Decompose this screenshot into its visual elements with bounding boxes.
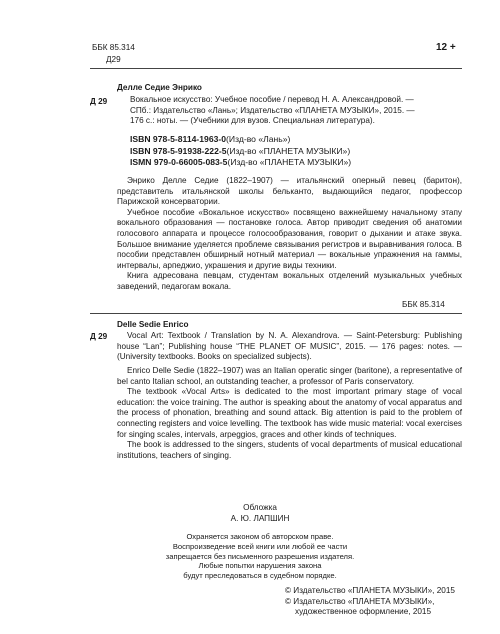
en-card-annotation (117, 366, 462, 461)
age-rating: 12 + (436, 42, 456, 53)
en-card-code: Д 29 (90, 332, 108, 341)
copyright-notice (150, 532, 370, 581)
isbn-list (130, 134, 460, 169)
isbn-publisher: (Изд-во «ПЛАНЕТА МУЗЫКИ») (226, 145, 351, 156)
cover-artist: А. Ю. ЛАПШИН (230, 514, 290, 523)
notice-line: запрещается без письменного разрешения издателя. (165, 551, 355, 561)
card-separator-rule (90, 313, 462, 314)
en-para-description: The textbook «Vocal Arts» is dedicated to the most important primary stage of vocal education: the voice training. The author is speaking about the anatomy of vocal apparatus and the process of phonation, breathing and sound attack. Big attention is paid to the problem of connecting registers and voice levelling. The textbook has wide music material: vocal exercises for singing scales, intervals, arpeggios, graces and other kinds of techniques. (117, 387, 462, 439)
bbk-header: ББК 85.314 (92, 43, 135, 52)
ru-para-description: Учебное пособие «Вокальное искусство» посвящено важнейшему начальному этапу вокального образования — постановке голоса. Автор приводит сведения об анатомии голосового аппарата и процессе голосообразования, говорит о дыхании и атаке звука. Большое внимание уделяется проблеме связывания регистров и выравнивания голоса. В пособии представлен обширный нотный материал — вокальные упражнения на гаммы, интервалы, арпеджио, украшения и другие виды техники. (117, 207, 462, 270)
notice-line: Охраняется законом об авторском праве. (186, 532, 334, 541)
isbn-line (130, 157, 460, 169)
notice-line: будут преследоваться в судебном порядке. (183, 571, 337, 581)
header-rule (90, 68, 462, 69)
cover-label: Обложка (243, 503, 277, 512)
copyright-line: © Издательство «ПЛАНЕТА МУЗЫКИ», (285, 596, 435, 606)
ru-card-annotation (117, 176, 462, 293)
ru-para-biography: Энрико Делле Седие (1822–1907) — итальянский оперный певец (баритон), представитель итальянской школы бельканто, выдающийся педагог, профессор Парижской консерватории. (117, 176, 462, 207)
catalog-code-header: Д29 (106, 55, 121, 64)
isbn-number: ISBN 978-5-91938-222-5 (130, 145, 227, 156)
ru-para-audience: Книга адресована певцам, студентам вокальных отделений музыкальных учебных заведений, педагогам вокала. (117, 271, 462, 291)
ru-card-line: 176 с.: ноты. — (Учебники для вузов. Специальная литература). (130, 116, 375, 126)
notice-line: Воспроизведение всей книги или любой ее части (172, 541, 348, 551)
isbn-number: ISMN 979-0-66005-083-5 (130, 157, 228, 167)
copyright-block (285, 586, 465, 618)
ru-card-code: Д 29 (90, 97, 108, 106)
isbn-line (130, 146, 460, 158)
isbn-line (130, 134, 460, 146)
en-card-bibliographic: Vocal Art: Textbook / Translation by N. A. Alexandrova. — Saint-Petersburg: Publishing house “Lan”; Publishing house “THE PLANET OF MUSIC”, 2015. — 176 pages: notes. — (University textbooks. Books on specialized subjects). (117, 331, 462, 362)
copyright-line: художественное оформление, 2015 (295, 607, 432, 617)
notice-line: Любые попытки нарушения закона (198, 561, 322, 571)
isbn-number: ISBN 978-5-8114-1963-0 (130, 134, 227, 144)
ru-card-line: СПб.: Издательство «Лань»; Издательство «ПЛАНЕТА МУЗЫКИ», 2015. — (130, 105, 415, 115)
copyright-line: © Издательство «ПЛАНЕТА МУЗЫКИ», 2015 (285, 586, 455, 595)
en-card-description (117, 331, 462, 363)
ru-card-description (130, 95, 462, 127)
en-para-audience: The book is addressed to the singers, students of vocal departments of musical educational institutions, teachers of singing. (117, 440, 462, 460)
isbn-publisher: (Изд-во «ПЛАНЕТА МУЗЫКИ») (227, 157, 352, 167)
ru-card-bbk: ББК 85.314 (402, 300, 445, 309)
ru-card-line: Вокальное искусство: Учебное пособие / перевод Н. А. Александровой. — (130, 95, 414, 104)
en-card-author: Delle Sedie Enrico (117, 320, 189, 329)
isbn-publisher: (Изд-во «Лань») (226, 134, 291, 144)
en-para-biography: Enrico Delle Sedie (1822–1907) was an Italian operatic singer (baritone), a representative of bel canto Italian school, an outstanding teacher, a professor of Paris conservatory. (117, 366, 462, 386)
ru-card-author: Делле Седие Энрико (117, 83, 202, 92)
